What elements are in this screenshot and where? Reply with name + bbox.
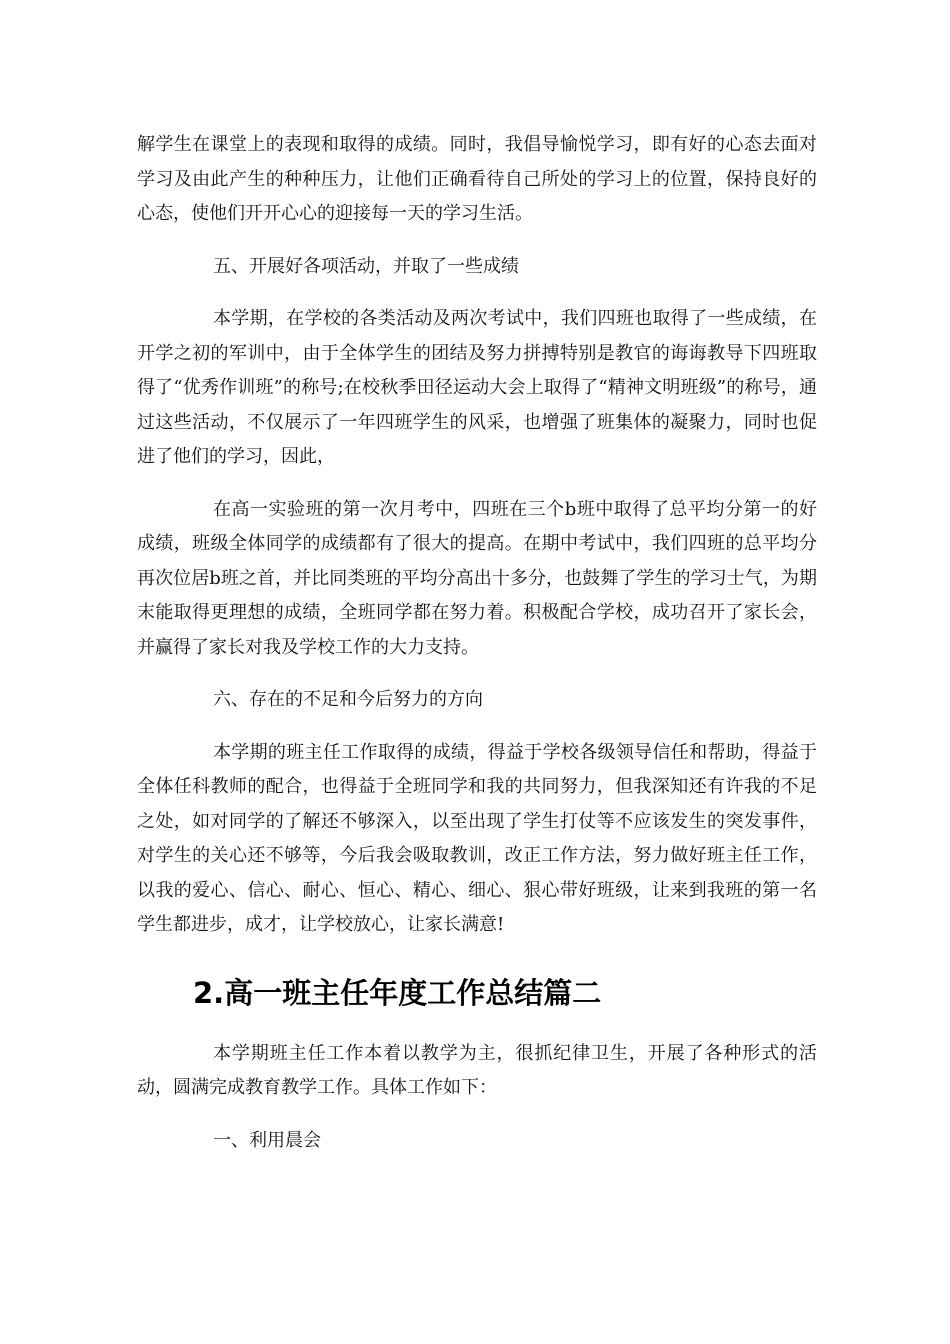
paragraph-activities: 本学期，在学校的各类活动及两次考试中，我们四班也取得了一些成绩，在开学之初的军训中，由于全体学生的团结及努力拼搏特别是教官的诲诲教导下四班取得了“优秀作训班”的称号;在校秋季田径运动大会上取得了“精神文明班级”的称号，通过这些活动，不仅展示了一年四班学生的风采，也增强了班集体的凝聚力，同时也促进了他们的学习，因此， — [137, 308, 817, 467]
article-heading: 2.高一班主任年度工作总结篇二 — [193, 975, 602, 1010]
paragraph-shortcomings: 本学期的班主任工作取得的成绩，得益于学校各级领导信任和帮助，得益于全体任科教师的配合，也得益于全班同学和我的共同努力，但我深知还有许我的不足之处，如对同学的了解还不够深入，以至出现了学生打仗等不应该发生的突发事件，对学生的关心还不够等，今后我会吸取教训，改正工作方法，努力做好班主任工作，以我的爱心、信心、耐心、恒心、精心、细心、狠心带好班级，让来到我班的第一名学生都进步，成才，让学校放心，让家长满意! — [137, 741, 817, 935]
section-heading-five: 五、开展好各项活动，并取了一些成绩 — [213, 255, 519, 277]
paragraph-intro: 本学期班主任工作本着以教学为主，很抓纪律卫生，开展了各种形式的活动，圆满完成教育教学工作。具体工作如下： — [137, 1042, 817, 1098]
section-heading-six: 六、存在的不足和今后努力的方向 — [213, 689, 483, 710]
section-heading-one: 一、利用晨会 — [213, 1129, 321, 1151]
paragraph-continuation: 解学生在课堂上的表现和取得的成绩。同时，我倡导愉悦学习，即有好的心态去面对学习及由此产生的种种压力，让他们正确看待自己所处的学习上的位置，保持良好的心态，使他们开开心心的迎接每一天的学习生活。 — [137, 134, 817, 224]
paragraph-exam-results: 在高一实验班的第一次月考中，四班在三个b班中取得了总平均分第一的好成绩，班级全体同学的成绩都有了很大的提高。在期中考试中，我们四班的总平均分再次位居b班之首，并比同类班的平均分高出十多分，也鼓舞了学生的学习士气，为期末能取得更理想的成绩，全班同学都在努力着。积极配合学校，成功召开了家长会，并赢得了家长对我及学校工作的大力支持。 — [137, 498, 817, 658]
document-body — [137, 128, 817, 1158]
